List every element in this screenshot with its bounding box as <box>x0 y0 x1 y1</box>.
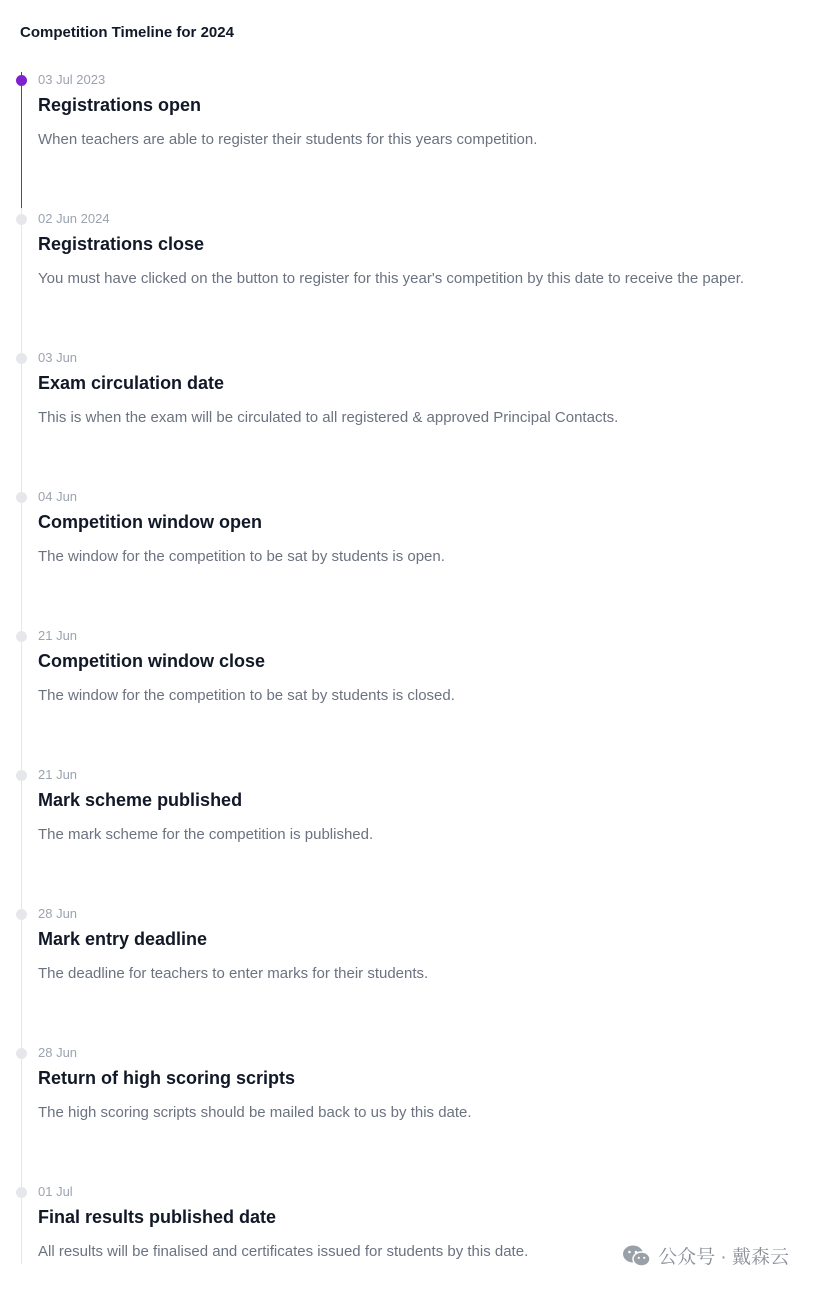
page-title: Competition Timeline for 2024 <box>20 24 234 41</box>
event-date: 01 Jul <box>38 1184 73 1199</box>
event-date: 21 Jun <box>38 767 78 782</box>
timeline-event <box>0 350 815 489</box>
event-date: 28 Jun <box>38 906 78 921</box>
event-description: The deadline for teachers to enter marks for their students. <box>38 965 429 982</box>
timeline-event <box>0 767 815 906</box>
event-description: You must have clicked on the button to register for this year's competition by this date to receive the paper. <box>38 270 745 287</box>
timeline-event <box>0 906 815 1045</box>
event-title: Exam circulation date <box>38 373 225 393</box>
timeline-dot-icon <box>16 214 27 225</box>
timeline-dot-icon <box>16 353 27 364</box>
event-date: 03 Jun <box>38 350 78 365</box>
event-title: Competition window close <box>38 651 266 671</box>
wechat-icon <box>622 1244 652 1268</box>
timeline-dot-icon <box>16 909 27 920</box>
timeline-event <box>0 72 815 211</box>
event-description: The mark scheme for the competition is published. <box>38 826 374 843</box>
timeline-dot-icon <box>16 631 27 642</box>
event-description: The high scoring scripts should be mailed back to us by this date. <box>38 1104 472 1121</box>
event-title: Mark scheme published <box>38 790 243 810</box>
event-date: 04 Jun <box>38 489 78 504</box>
watermark <box>622 1242 789 1269</box>
timeline-dot-icon <box>16 492 27 503</box>
event-title: Mark entry deadline <box>38 929 208 949</box>
event-date: 21 Jun <box>38 628 78 643</box>
timeline-dot-icon <box>16 1187 27 1198</box>
event-description: All results will be finalised and certificates issued for students by this date. <box>38 1243 529 1260</box>
timeline-event <box>0 1184 815 1289</box>
timeline-event <box>0 489 815 628</box>
event-date: 03 Jul 2023 <box>38 72 106 87</box>
timeline-dot-icon <box>16 1048 27 1059</box>
event-title: Registrations open <box>38 95 202 115</box>
event-date: 28 Jun <box>38 1045 78 1060</box>
timeline-dot-icon <box>16 770 27 781</box>
timeline-dot-icon <box>16 75 27 86</box>
event-description: When teachers are able to register their students for this years competition. <box>38 131 538 148</box>
timeline-event <box>0 211 815 350</box>
timeline-event <box>0 628 815 767</box>
event-title: Return of high scoring scripts <box>38 1068 296 1088</box>
event-description: The window for the competition to be sat by students is open. <box>38 548 445 565</box>
event-title: Final results published date <box>38 1207 277 1227</box>
event-title: Competition window open <box>38 512 262 532</box>
event-title: Registrations close <box>38 234 205 254</box>
timeline-event <box>0 1045 815 1184</box>
event-description: This is when the exam will be circulated to all registered & approved Principal Contacts. <box>38 409 619 426</box>
watermark-text: 公众号 · 戴森云 <box>658 1247 789 1268</box>
event-date: 02 Jun 2024 <box>38 211 110 226</box>
event-description: The window for the competition to be sat by students is closed. <box>38 687 455 704</box>
